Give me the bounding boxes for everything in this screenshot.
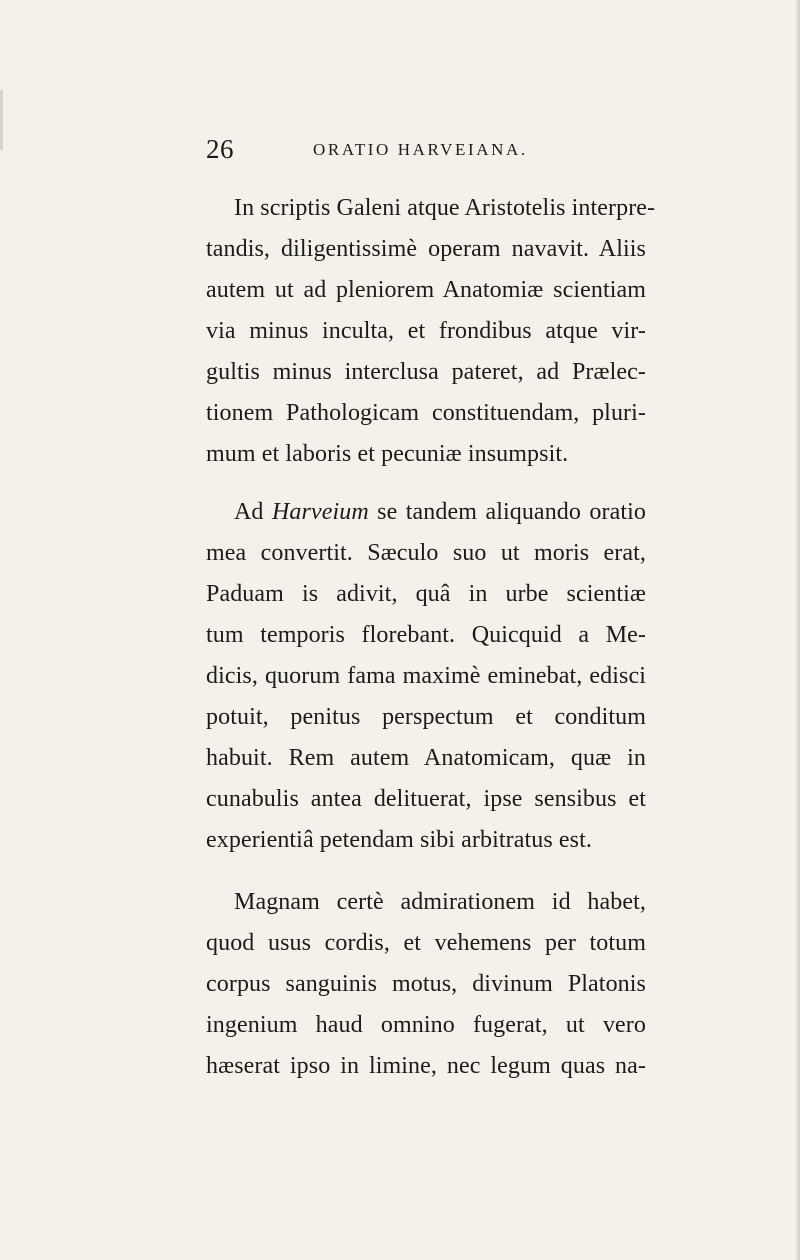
- text-line: experientiâ petendam sibi arbitratus est.: [206, 827, 592, 853]
- text-line: Paduam is adivit, quâ in urbe scientiæ: [206, 581, 646, 607]
- text-line: [206, 492, 646, 533]
- text-line: Magnam certè admirationem id habet,: [234, 889, 646, 915]
- text-line: corpus sanguinis motus, divinum Platonis: [206, 971, 646, 997]
- paragraph-1: [206, 188, 656, 475]
- text-span: Ad: [234, 499, 272, 525]
- text-line: habuit. Rem autem Anatomicam, quæ in: [206, 745, 646, 771]
- text-line: cunabulis antea delituerat, ipse sensibus et: [206, 786, 646, 812]
- text-line: quod usus cordis, et vehemens per totum: [206, 930, 646, 956]
- text-line: hæserat ipso in limine, nec legum quas na-: [206, 1053, 646, 1079]
- text-line: tionem Pathologicam constituendam, pluri-: [206, 400, 646, 426]
- page-margin-mark: [0, 90, 3, 150]
- text-line: mea convertit. Sæculo suo ut moris erat,: [206, 540, 646, 566]
- running-head: [206, 132, 646, 166]
- running-head-title: ORATIO HARVEIANA.: [313, 140, 528, 159]
- body-text: [206, 188, 656, 1087]
- paragraph-2: [206, 492, 646, 861]
- text-line: via minus inculta, et frondibus atque vir-: [206, 318, 646, 344]
- page-number: 26: [206, 134, 234, 164]
- paragraph-3: [206, 882, 646, 1087]
- text-line: In scriptis Galeni atque Aristotelis interpre-: [234, 195, 656, 221]
- text-line: mum et laboris et pecuniæ insumpsit.: [206, 441, 569, 467]
- text-line: dicis, quorum fama maximè eminebat, edisci: [206, 663, 646, 689]
- text-line: ingenium haud omnino fugerat, ut vero: [206, 1012, 646, 1038]
- text-span: se tandem aliquando oratio: [368, 499, 646, 525]
- page-edge: [796, 0, 800, 1260]
- text-line: tum temporis florebant. Quicquid a Me-: [206, 622, 646, 648]
- text-line: potuit, penitus perspectum et conditum: [206, 704, 646, 730]
- text-line: tandis, diligentissimè operam navavit. Aliis: [206, 236, 646, 262]
- italic-name: Harveium: [271, 499, 369, 525]
- text-line: gultis minus interclusa pateret, ad Prælec-: [206, 359, 646, 385]
- text-line: autem ut ad pleniorem Anatomiæ scientiam: [206, 277, 646, 303]
